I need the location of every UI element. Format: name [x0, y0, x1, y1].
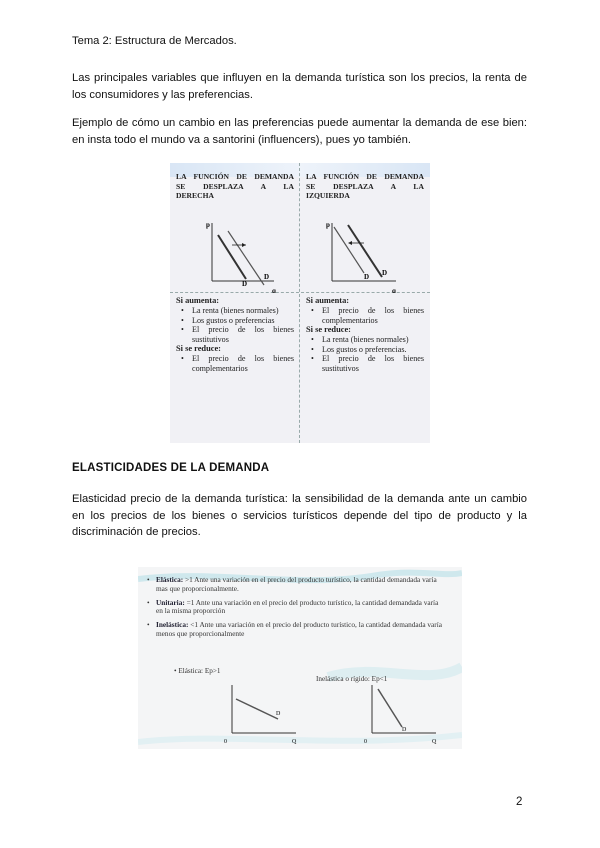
shift-arrowhead: [242, 243, 246, 247]
increase-heading: Si aumenta:: [306, 296, 350, 305]
shift-arrowhead: [348, 241, 352, 245]
elasticity-definitions: [146, 576, 446, 644]
inelastic-graph: [362, 679, 442, 745]
right-factors: [306, 296, 424, 374]
list-item: • Los gustos o preferencias.: [306, 345, 424, 355]
page-number: 2: [516, 796, 523, 808]
section-heading: ELASTICIDADES DE LA DEMANDA: [72, 462, 270, 474]
q-label: q: [272, 287, 276, 293]
origin-label: 0: [224, 739, 227, 745]
list-item: • La renta (bienes normales): [306, 335, 424, 345]
unitary-definition: • Unitaria: =1 Ante una variación en el precio del producto turístico, la cantidad demandada varía en la misma proporción: [146, 599, 446, 617]
list-item: • El precio de los bienes complementarios: [306, 306, 424, 325]
shift-left-graph: [320, 213, 410, 293]
shift-right-graph: [198, 213, 288, 293]
elastic-graph: [222, 679, 302, 745]
origin-label: 0: [364, 739, 367, 745]
demand-curve-original: [348, 225, 382, 277]
q-label: Q: [432, 739, 437, 745]
q-label: q: [392, 287, 396, 293]
list-item: • La renta (bienes normales): [176, 306, 294, 316]
list-item: • Los gustos o preferencias: [176, 316, 294, 326]
left-column-title: LA FUNCIÓN DE DEMANDA SE DESPLAZA A LA DERECHA: [176, 172, 294, 200]
elastic-definition: • Elástica: >1 Ante una variación en el precio del producto turístico, la cantidad demandada varía mas que proporcionalmente.: [146, 576, 446, 594]
list-item: • El precio de los bienes complementarios: [176, 354, 294, 373]
p-label: p: [326, 221, 330, 229]
decrease-heading: Si se reduce:: [176, 344, 221, 354]
d-label: D: [402, 727, 407, 733]
demand-curve: [378, 689, 402, 727]
inelastic-definition: • Inelástica: <1 Ante una variación en el precio del producto turístico, la cantidad demandada varía menos que proporcionalmente: [146, 621, 446, 639]
d-label-original: D: [382, 269, 388, 277]
list-item: • El precio de los bienes sustitutivos: [306, 354, 424, 373]
list-item: • El precio de los bienes sustitutivos: [176, 325, 294, 344]
demand-curve: [236, 699, 278, 719]
inelastic-caption: Inelástica o rígido: Ep<1: [316, 675, 388, 683]
d-label-original: D: [242, 280, 248, 288]
paragraph-elasticity: Elasticidad precio de la demanda turística: la sensibilidad de la demanda ante un cambio en los precios de los bienes o servicios turísticos depende del tipo de producto y la discriminación de precios.: [72, 493, 527, 538]
paragraph-variables: Las principales variables que influyen en la demanda turística son los precios, la renta de los consumidores y las preferencias.: [72, 72, 527, 101]
demand-curve-shifted: [334, 227, 364, 273]
demand-curve-original: [218, 235, 246, 279]
page-header: Tema 2: Estructura de Mercados.: [72, 35, 237, 47]
demand-shift-figure: [170, 163, 430, 443]
elastic-caption: • Elástica: Ep>1: [174, 667, 221, 675]
column-divider: [299, 163, 301, 443]
left-factors: [176, 296, 294, 374]
d-label-shifted: D: [264, 273, 270, 281]
right-column-title: LA FUNCIÓN DE DEMANDA SE DESPLAZA A LA IZQUIERDA: [306, 172, 424, 200]
decrease-heading: Si se reduce:: [306, 325, 351, 335]
q-label: Q: [292, 739, 297, 745]
paragraph-example: Ejemplo de cómo un cambio en las preferencias puede aumentar la demanda de ese bien: en insta todo el mundo va a santorini (influencers), pues yo también.: [72, 117, 527, 146]
elasticity-figure: [138, 567, 462, 749]
d-label: D: [276, 711, 281, 717]
p-label: p: [206, 221, 210, 229]
d-label-shifted: D: [364, 273, 370, 281]
increase-heading: Si aumenta:: [176, 296, 220, 305]
